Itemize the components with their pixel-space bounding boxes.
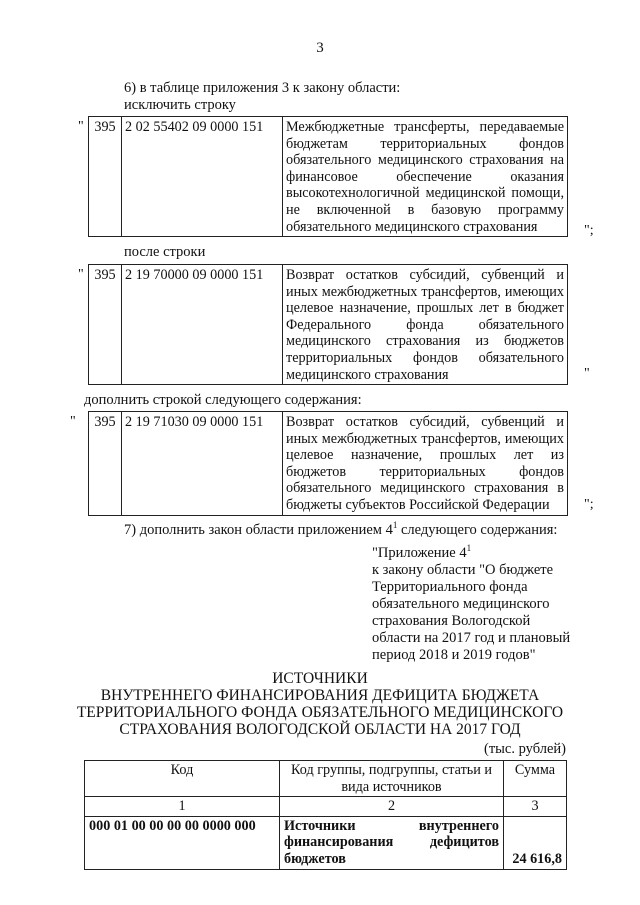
item6-exclude-label: исключить строку: [124, 97, 236, 113]
appendix-caption: [372, 545, 602, 664]
sources-table: [84, 760, 567, 870]
appendix-sup: 1: [466, 543, 472, 554]
heading-line: ВНУТРЕННЕГО ФИНАНСИРОВАНИЯ ДЕФИЦИТА БЮДЖЕТА: [100, 687, 540, 704]
table-header-row: [85, 761, 567, 797]
header-name: Код группы, подгруппы, статьи и вида источников: [280, 761, 504, 797]
item7-text-after: следующего содержания:: [397, 522, 558, 538]
heading-line: ИСТОЧНИКИ: [272, 670, 368, 687]
row3-code: 2 19 71030 09 0000 151: [122, 412, 283, 516]
row-name: Источники внутреннего финансирования дефицитов бюджетов: [280, 816, 504, 869]
item6-after-label: после строки: [124, 244, 206, 260]
table-row: [85, 816, 567, 869]
row1-open-quote: ": [78, 119, 84, 134]
row3-close-quote: ";: [584, 497, 594, 512]
heading-line: СТРАХОВАНИЯ ВОЛОГОДСКОЙ ОБЛАСТИ НА 2017 ГОД: [119, 721, 521, 738]
units-label: (тыс. рублей): [484, 741, 566, 757]
col-num-3: 3: [504, 797, 567, 817]
item6-intro: 6) в таблице приложения 3 к закону области:: [124, 80, 401, 96]
row3-num: 395: [89, 412, 122, 516]
table-row: [89, 265, 568, 385]
row2-close-quote: ": [584, 366, 590, 381]
added-row-table: [88, 411, 568, 516]
header-sum: Сумма: [504, 761, 567, 797]
row1-code: 2 02 55402 09 0000 151: [122, 117, 283, 237]
table-row: [89, 412, 568, 516]
row3-open-quote: ": [70, 414, 76, 429]
table-row: [89, 117, 568, 237]
row1-num: 395: [89, 117, 122, 237]
page-number: 3: [316, 40, 324, 56]
row3-desc: Возврат остатков субсидий, субвенций и иных межбюджетных трансфертов, имеющих целевое назначение, прошлых лет из бюджетов территориальных фондов обязательного медицинского страхования в бюджеты субъектов Российской Федерации: [283, 412, 568, 516]
row2-code: 2 19 70000 09 0000 151: [122, 265, 283, 385]
row2-desc: Возврат остатков субсидий, субвенций и иных межбюджетных трансфертов, имеющих целевое назначение, прошлых лет в бюджет Федерального фонда обязательного медицинского страхования из бюджетов территориальных фондов обязательного медицинского страхования: [283, 265, 568, 385]
header-code: Код: [85, 761, 280, 797]
appendix-line: области на 2017 год и плановый: [372, 630, 571, 646]
row2-num: 395: [89, 265, 122, 385]
item6-add-label: дополнить строкой следующего содержания:: [84, 392, 362, 408]
item7-sup: 1: [392, 520, 398, 531]
appendix-line: обязательного медицинского: [372, 596, 550, 612]
row1-desc: Межбюджетные трансферты, передаваемые бюджетам территориальных фондов обязательного медицинского страхования на финансовое обеспечение оказания высокотехнологичной медицинской помощи, не включенной в базовую программу обязательного медицинского страхования: [283, 117, 568, 237]
item7-text-before: 7) дополнить закон области приложением 4: [124, 522, 393, 538]
table-number-row: [85, 797, 567, 817]
appendix-line: Территориального фонда: [372, 579, 528, 595]
after-row-table: [88, 264, 568, 385]
item7-text: [124, 522, 557, 539]
row2-open-quote: ": [78, 267, 84, 282]
heading-line: ТЕРРИТОРИАЛЬНОГО ФОНДА ОБЯЗАТЕЛЬНОГО МЕДИЦИНСКОГО: [76, 704, 564, 721]
appendix-line: страхования Вологодской: [372, 613, 531, 629]
excluded-row-table: [88, 116, 568, 237]
row-sum: 24 616,8: [504, 816, 567, 869]
document-heading: [0, 670, 640, 738]
col-num-1: 1: [85, 797, 280, 817]
appendix-title-line: [372, 545, 602, 562]
row-code: 000 01 00 00 00 00 0000 000: [85, 816, 280, 869]
appendix-line: к закону области "О бюджете: [372, 562, 554, 578]
row1-close-quote: ";: [584, 223, 594, 238]
appendix-line: период 2018 и 2019 годов": [372, 647, 536, 663]
col-num-2: 2: [280, 797, 504, 817]
appendix-title: "Приложение 4: [372, 545, 467, 561]
